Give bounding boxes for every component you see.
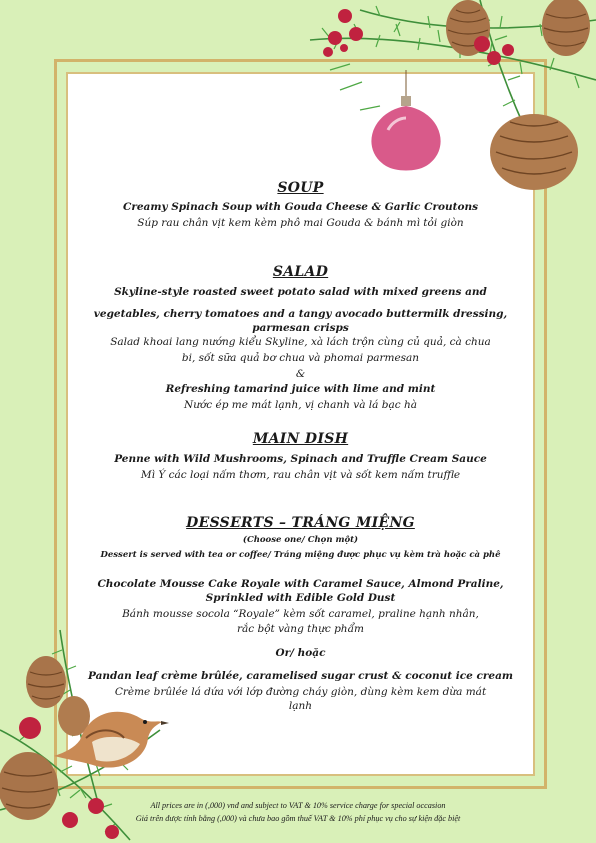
desserts-served: Dessert is served with tea or coffee/ Tráng miệng được phục vụ kèm trà hoặc cà phê <box>100 550 501 560</box>
footer-note-en: All prices are in (,000) vnđ and subject to VAT & 10% service charge for special occasion <box>150 801 446 810</box>
dessert1-vn-1: Bánh mousse socola “Royale” kèm sốt caramel, praline hạnh nhân, <box>122 608 479 620</box>
salad-item-en-3: parmesan crisps <box>252 322 349 334</box>
salad-drink-vn: Nước ép me mát lạnh, vị chanh và lá bạc hà <box>184 399 417 411</box>
salad-item-vn-1: Salad khoai lang nướng kiểu Skyline, xà lách trộn cùng củ quả, cà chua <box>110 336 491 348</box>
main-item-en: Penne with Wild Mushrooms, Spinach and Truffle Cream Sauce <box>114 453 487 465</box>
soup-item-en: Creamy Spinach Soup with Gouda Cheese & Garlic Croutons <box>122 201 479 213</box>
dessert1-en-2: Sprinkled with Edible Gold Dust <box>205 592 396 604</box>
salad-and: & <box>295 368 306 380</box>
footer-note-vn: Giá trên được tính bằng (,000) và chưa bao gồm thuế VAT & 10% phí phục vụ cho sự kiện đặc biệt <box>135 814 461 823</box>
pinecone-icon <box>446 0 590 190</box>
ornament-icon <box>371 70 440 171</box>
soup-title: SOUP <box>277 180 324 196</box>
dessert1-en-1: Chocolate Mousse Cake Royale with Caramel Sauce, Almond Praline, <box>97 578 504 590</box>
main-item-vn: Mì Ý các loại nấm thơm, rau chân vịt và sốt kem nấm truffle <box>140 469 461 481</box>
salad-title: SALAD <box>272 264 329 280</box>
soup-item-vn: Súp rau chân vịt kem kèm phô mai Gouda & bánh mì tỏi giòn <box>137 217 464 229</box>
dessert-or: Or/ hoặc <box>275 647 326 659</box>
dessert2-vn-2: lạnh <box>288 700 313 712</box>
pine-branch-icon <box>300 0 596 210</box>
desserts-choose: (Choose one/ Chọn một) <box>242 535 359 545</box>
dessert2-vn-1: Crème brûlée lá dứa với lớp đường cháy giòn, dùng kèm kem dừa mát <box>114 686 487 698</box>
salad-item-en-2: vegetables, cherry tomatoes and a tangy avocado buttermilk dressing, <box>93 308 508 320</box>
dessert1-vn-2: rắc bột vàng thực phẩm <box>237 623 364 635</box>
main-title: MAIN DISH <box>252 431 349 447</box>
dessert2-en: Pandan leaf crème brûlée, caramelised sugar crust & coconut ice cream <box>87 670 514 682</box>
salad-item-en-1: Skyline-style roasted sweet potato salad with mixed greens and <box>114 286 487 298</box>
salad-item-vn-2: bi, sốt sữa quả bơ chua và phomai parmesan <box>181 352 420 364</box>
salad-drink-en: Refreshing tamarind juice with lime and mint <box>165 383 436 395</box>
desserts-title: DESSERTS – TRÁNG MIỆNG <box>186 515 415 531</box>
